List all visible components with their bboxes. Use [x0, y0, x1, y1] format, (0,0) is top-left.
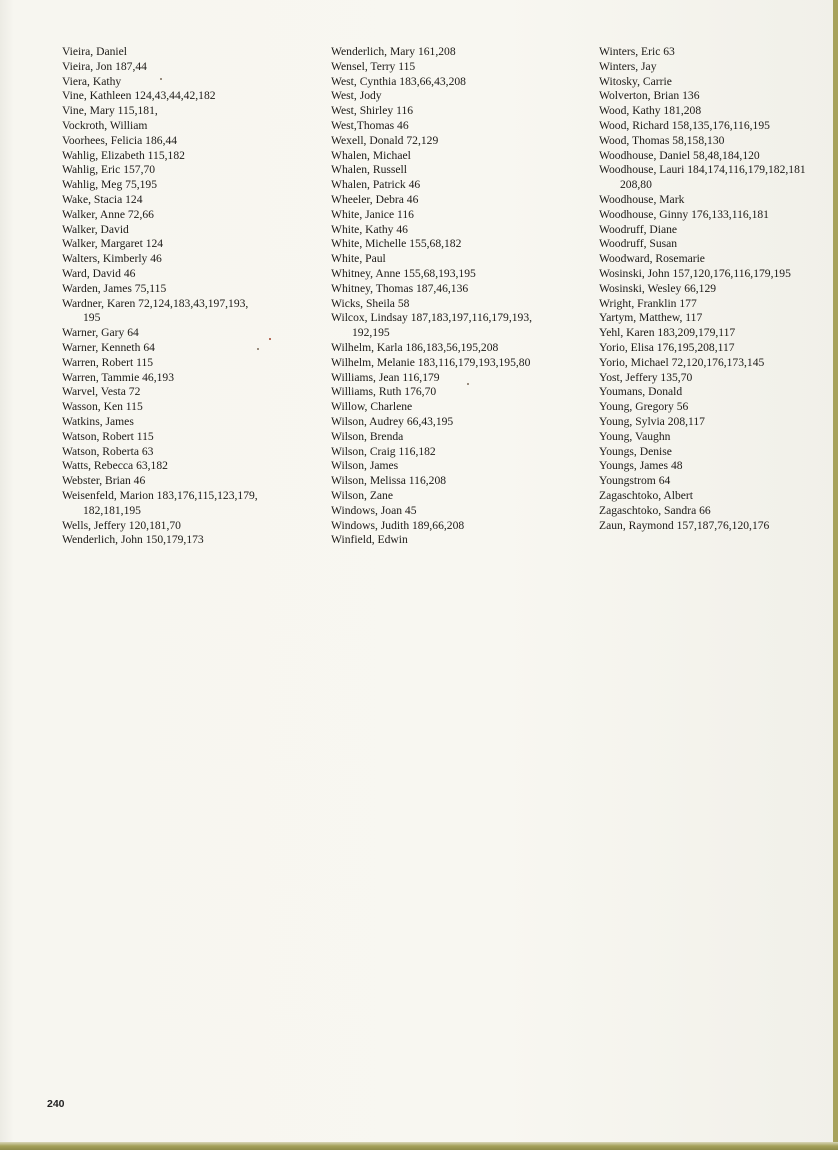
index-entry	[62, 489, 327, 519]
index-entry: Wahlig, Eric 157,70	[62, 163, 156, 177]
index-entry: Viera, Kathy	[62, 74, 122, 88]
index-entry: Wilson, Craig 116,182	[331, 444, 436, 458]
index-entry: White, Kathy 46	[331, 222, 408, 236]
index-entry-continuation: 192,195	[352, 326, 390, 340]
index-entry: Wright, Franklin 177	[599, 296, 697, 310]
index-entry: Wilson, Audrey 66,43,195	[331, 414, 454, 428]
index-entry: Warren, Tammie 46,193	[62, 370, 175, 384]
index-entry: Willow, Charlene	[331, 400, 413, 414]
index-entry: Watson, Roberta 63	[62, 444, 154, 458]
index-entry-line: Wilcox, Lindsay 187,183,197,116,179,193,	[331, 311, 533, 325]
index-entry-line: Wardner, Karen 72,124,183,43,197,193,	[62, 296, 249, 310]
index-column-3	[599, 45, 831, 533]
index-entry: West, Cynthia 183,66,43,208	[331, 74, 466, 88]
index-entry: Watts, Rebecca 63,182	[62, 459, 168, 473]
index-entry: Warden, James 75,115	[62, 281, 167, 295]
index-entry: Woodruff, Susan	[599, 237, 678, 251]
index-entry: Yartym, Matthew, 117	[599, 311, 703, 325]
index-entry: Whitney, Thomas 187,46,136	[331, 281, 469, 295]
index-entry: West, Jody	[331, 89, 382, 103]
index-entry: Yorio, Michael 72,120,176,173,145	[599, 355, 765, 369]
index-entry-continuation: 208,80	[620, 178, 652, 192]
index-entry: Wilhelm, Melanie 183,116,179,193,195,80	[331, 355, 531, 369]
index-entry: Wenderlich, Mary 161,208	[331, 45, 456, 58]
index-entry: Ward, David 46	[62, 266, 136, 280]
index-entry: White, Janice 116	[331, 207, 414, 221]
index-entry: Wake, Stacia 124	[62, 192, 143, 206]
index-entry: Wosinski, Wesley 66,129	[599, 281, 717, 295]
index-entry: Wilson, Brenda	[331, 429, 404, 443]
index-entry: Wensel, Terry 115	[331, 59, 416, 73]
index-entry: Voorhees, Felicia 186,44	[62, 133, 178, 147]
paper-speck	[467, 383, 469, 385]
index-entry: Whalen, Patrick 46	[331, 178, 421, 192]
index-entry: Youngstrom 64	[599, 474, 671, 488]
index-entry: Watson, Robert 115	[62, 429, 154, 443]
index-entry-line: Woodhouse, Lauri 184,174,116,179,182,181	[599, 163, 806, 177]
index-entry: West,Thomas 46	[331, 118, 409, 132]
index-entry: Yorio, Elisa 176,195,208,117	[599, 340, 735, 354]
index-entry: Wheeler, Debra 46	[331, 192, 419, 206]
index-entry: Wahlig, Elizabeth 115,182	[62, 148, 185, 162]
index-entry: Walters, Kimberly 46	[62, 252, 162, 266]
index-entry: Walker, David	[62, 222, 129, 236]
index-entry: Wilson, James	[331, 459, 399, 473]
index-column-2	[331, 45, 593, 548]
index-entry-continuation: 182,181,195	[83, 503, 141, 517]
index-entry: Wexell, Donald 72,129	[331, 133, 439, 147]
index-entry: Zagaschtoko, Albert	[599, 488, 694, 502]
index-entry: Vockroth, William	[62, 118, 148, 132]
index-entry: Vine, Mary 115,181,	[62, 104, 158, 118]
index-entry: Wood, Kathy 181,208	[599, 104, 702, 118]
index-entry: Zagaschtoko, Sandra 66	[599, 503, 711, 517]
index-entry: Windows, Joan 45	[331, 503, 417, 517]
index-entry: Williams, Ruth 176,70	[331, 385, 437, 399]
index-entry: Winters, Eric 63	[599, 45, 675, 58]
index-entry: Woodhouse, Mark	[599, 192, 685, 206]
index-column-1	[62, 45, 327, 548]
index-entry: Warvel, Vesta 72	[62, 385, 141, 399]
index-entry: Woodruff, Diane	[599, 222, 678, 236]
index-entry: White, Michelle 155,68,182	[331, 237, 462, 251]
index-entry-line: Weisenfeld, Marion 183,176,115,123,179,	[62, 488, 258, 502]
index-entry: Young, Vaughn	[599, 429, 671, 443]
index-entry: Zaun, Raymond 157,187,76,120,176	[599, 518, 770, 532]
index-entry: Wahlig, Meg 75,195	[62, 178, 158, 192]
index-entry: Youmans, Donald	[599, 385, 683, 399]
index-entry: Windows, Judith 189,66,208	[331, 518, 465, 532]
index-entry: Wolverton, Brian 136	[599, 89, 700, 103]
paper-speck	[269, 338, 271, 340]
index-entry: Warner, Gary 64	[62, 326, 139, 340]
index-entry: Watkins, James	[62, 414, 134, 428]
index-entry: Wilson, Melissa 116,208	[331, 474, 447, 488]
index-entry-continuation: 195	[83, 311, 101, 325]
paper-speck	[257, 348, 259, 350]
index-entry: West, Shirley 116	[331, 104, 414, 118]
index-entry: Williams, Jean 116,179	[331, 370, 440, 384]
index-entry: Yehl, Karen 183,209,179,117	[599, 326, 736, 340]
page-number: 240	[47, 1098, 65, 1110]
index-entry	[599, 163, 831, 193]
index-entry	[331, 311, 593, 341]
index-entry: Warner, Kenneth 64	[62, 340, 155, 354]
index-entry: Young, Gregory 56	[599, 400, 689, 414]
index-entry: White, Paul	[331, 252, 386, 266]
index-entry: Wood, Richard 158,135,176,116,195	[599, 118, 770, 132]
index-entry: Youngs, Denise	[599, 444, 672, 458]
page-edge-right	[833, 0, 838, 1150]
index-entry: Wicks, Sheila 58	[331, 296, 410, 310]
paper-speck	[160, 78, 162, 80]
index-entry: Witosky, Carrie	[599, 74, 672, 88]
index-entry: Vieira, Daniel	[62, 45, 127, 58]
index-entry: Whalen, Michael	[331, 148, 411, 162]
index-entry: Vieira, Jon 187,44	[62, 59, 147, 73]
index-entry: Woodhouse, Ginny 176,133,116,181	[599, 207, 769, 221]
index-entry: Walker, Anne 72,66	[62, 207, 154, 221]
index-entry: Winfield, Edwin	[331, 533, 408, 547]
index-entry: Wosinski, John 157,120,176,116,179,195	[599, 266, 791, 280]
index-entry: Wilson, Zane	[331, 488, 393, 502]
index-entry: Warren, Robert 115	[62, 355, 154, 369]
index-entry: Woodhouse, Daniel 58,48,184,120	[599, 148, 760, 162]
index-entry: Wasson, Ken 115	[62, 400, 143, 414]
index-entry: Wells, Jeffery 120,181,70	[62, 518, 181, 532]
index-entry: Walker, Margaret 124	[62, 237, 164, 251]
index-entry: Woodward, Rosemarie	[599, 252, 705, 266]
page-edge-bottom	[0, 1142, 838, 1150]
index-entry	[62, 297, 327, 327]
index-entry: Wilhelm, Karla 186,183,56,195,208	[331, 340, 499, 354]
index-entry: Winters, Jay	[599, 59, 657, 73]
index-entry: Webster, Brian 46	[62, 474, 146, 488]
index-entry: Young, Sylvia 208,117	[599, 414, 705, 428]
index-entry: Wenderlich, John 150,179,173	[62, 533, 204, 547]
index-entry: Yost, Jeffery 135,70	[599, 370, 693, 384]
index-entry: Youngs, James 48	[599, 459, 683, 473]
index-entry: Whalen, Russell	[331, 163, 407, 177]
index-entry: Wood, Thomas 58,158,130	[599, 133, 725, 147]
index-entry: Vine, Kathleen 124,43,44,42,182	[62, 89, 216, 103]
index-entry: Whitney, Anne 155,68,193,195	[331, 266, 476, 280]
